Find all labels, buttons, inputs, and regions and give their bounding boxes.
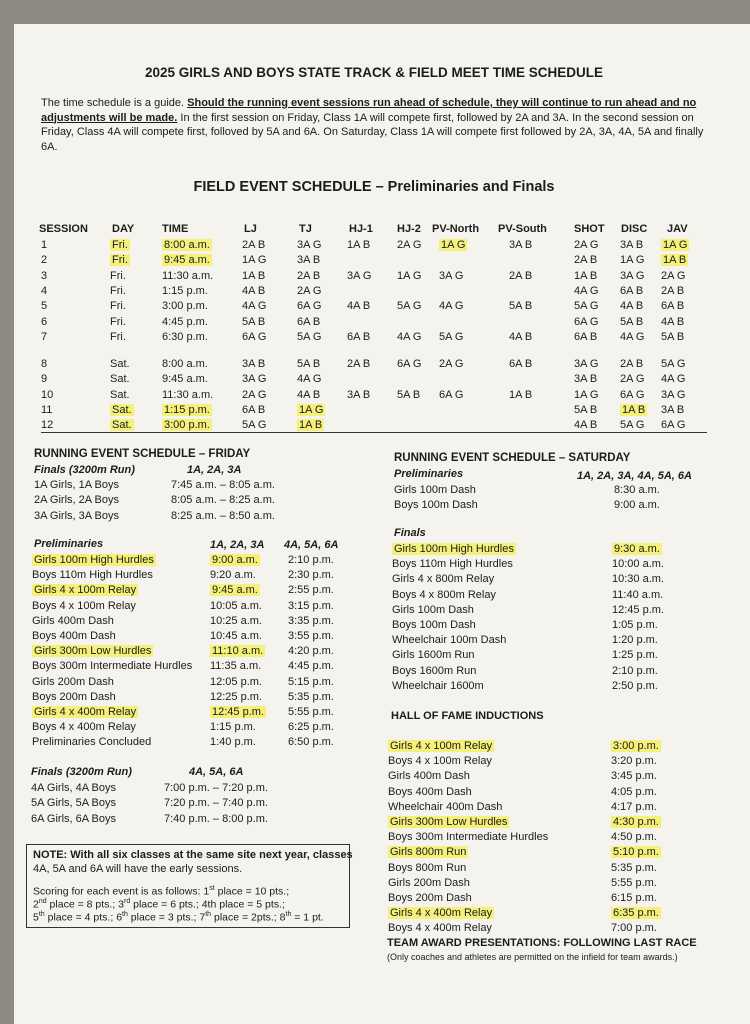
sat-final-time: 4:05 p.m. — [611, 785, 657, 798]
field-cell-session: 1 — [41, 239, 48, 251]
sat-final-time: 10:00 a.m. — [612, 558, 664, 571]
field-cell-hj1: 1A B — [347, 239, 371, 251]
hdr-time: TIME — [162, 223, 189, 235]
field-cell-pvs: 6A B — [509, 358, 533, 371]
field-cell-time: 11:30 a.m. — [162, 269, 214, 282]
field-cell-day: Sat. — [112, 419, 132, 432]
hdr-session: SESSION — [39, 223, 88, 235]
field-cell-hj2: 4A G — [397, 330, 422, 343]
field-cell-lj: 3A B — [242, 358, 266, 371]
field-cell-jav: 6A B — [661, 300, 685, 313]
sat-final-time: 5:55 p.m. — [611, 876, 657, 889]
prelim-time-early: 10:45 a.m. — [210, 630, 262, 642]
field-cell-session: 3 — [41, 269, 48, 282]
sat-final-time: 1:20 p.m. — [612, 634, 658, 647]
prelim-time-late: 2:10 p.m. — [288, 554, 334, 566]
field-cell-hj1: 3A B — [347, 388, 371, 401]
field-cell-shot: 6A G — [574, 315, 599, 328]
prelim-time-late: 4:20 p.m. — [288, 645, 334, 658]
field-cell-lj: 1A G — [242, 254, 267, 267]
field-cell-time: 11:30 a.m. — [162, 388, 214, 401]
prelim-event: Preliminaries Concluded — [32, 736, 152, 749]
prelim-time-late: 6:25 p.m. — [288, 721, 334, 734]
field-cell-shot: 1A B — [574, 269, 598, 282]
hall-of-fame: HALL OF FAME INDUCTIONS — [391, 710, 544, 722]
field-cell-lj: 6A B — [242, 404, 266, 416]
field-cell-jav: 5A B — [661, 330, 685, 343]
friday-finals1-label: Finals (3200m Run) — [34, 464, 135, 476]
sat-final-event: Girls 200m Dash — [388, 876, 470, 889]
prelim-time-late: 5:15 p.m. — [288, 675, 334, 688]
field-cell-pvs: 1A B — [509, 388, 533, 401]
prelim-time-late: 4:45 p.m. — [288, 660, 334, 673]
sat-final-event: Girls 300m Low Hurdles — [390, 816, 508, 828]
field-cell-disc: 5A B — [620, 315, 644, 328]
sat-final-event: Boys 110m High Hurdles — [392, 558, 513, 571]
sat-final-time: 1:05 p.m. — [612, 619, 658, 631]
field-cell-lj: 1A B — [242, 269, 266, 282]
field-cell-disc: 6A B — [620, 284, 644, 297]
finals-event: 2A Girls, 2A Boys — [34, 494, 119, 507]
prelim-time-late: 3:35 p.m. — [288, 614, 334, 627]
scoring-line3: 5th place = 4 pts.; 6th place = 3 pts.; 7th place = 2pts.; 8th = 1 pt. — [33, 911, 324, 924]
sat-final-event: Boys 300m Intermediate Hurdles — [388, 831, 549, 844]
scoring-line2: 2nd place = 8 pts.; 3rd place = 6 pts.; 4th place = 5 pts.; — [33, 898, 285, 911]
hdr-tj: TJ — [299, 223, 312, 235]
divider-line — [41, 432, 707, 433]
field-cell-shot: 5A G — [574, 300, 599, 313]
field-cell-time: 8:00 a.m. — [162, 358, 208, 371]
prelim-event: Girls 4 x 400m Relay — [34, 706, 137, 718]
hdr-pv-south: PV-South — [498, 223, 547, 235]
field-cell-lj: 5A B — [242, 315, 266, 328]
sat-final-time: 7:00 p.m. — [611, 922, 657, 935]
field-cell-disc: 1A B — [622, 404, 646, 416]
intro-warning: Should the running event sessions run ahead of schedule, they will continue to run ahead and no adjustments will be made. — [41, 97, 697, 124]
field-cell-disc: 6A G — [620, 388, 645, 401]
finals-event: 5A Girls, 5A Boys — [31, 797, 116, 810]
finals-event: 4A Girls, 4A Boys — [31, 782, 116, 794]
prelim-event: Boys 110m High Hurdles — [32, 569, 153, 582]
prelim-event: Boys 4 x 400m Relay — [32, 721, 136, 734]
field-cell-time: 9:45 a.m. — [164, 254, 210, 267]
sat-final-time: 5:35 p.m. — [611, 861, 657, 874]
field-cell-session: 12 — [41, 419, 54, 432]
sat-final-time: 6:15 p.m. — [611, 892, 657, 904]
prelim-event: Girls 200m Dash — [32, 675, 114, 688]
field-cell-session: 5 — [41, 300, 48, 313]
field-cell-pvn: 1A G — [441, 239, 466, 251]
sat-final-time: 3:45 p.m. — [611, 770, 657, 783]
scoring-line1: Scoring for each event is as follows: 1st place = 10 pts.; — [33, 885, 290, 898]
field-cell-pvn: 5A G — [439, 330, 464, 343]
sat-final-event: Girls 4 x 400m Relay — [390, 907, 493, 920]
prelim-time-late: 5:55 p.m. — [288, 706, 334, 718]
field-cell-disc: 4A G — [620, 330, 645, 343]
friday-prelim-label: Preliminaries — [34, 538, 104, 550]
prelim-time-early: 11:35 a.m. — [210, 660, 262, 673]
friday-title: RUNNING EVENT SCHEDULE – FRIDAY — [34, 448, 251, 460]
sat-final-time: 6:35 p.m. — [613, 907, 659, 920]
field-cell-lj: 2A B — [242, 239, 266, 251]
hdr-hj2: HJ-2 — [397, 223, 421, 235]
sat-final-event: Wheelchair 1600m — [392, 679, 484, 692]
note-line1: NOTE: With all six classes at the same site next year, classes — [33, 849, 353, 861]
field-cell-tj: 3A G — [297, 239, 322, 251]
prelim-event: Boys 400m Dash — [32, 630, 116, 642]
friday-finals1-classes: 1A, 2A, 3A — [187, 464, 242, 476]
field-cell-hj1: 3A G — [347, 269, 372, 282]
field-cell-disc: 2A G — [620, 373, 645, 386]
prelim-event: Boys 200m Dash — [32, 690, 116, 703]
sat-final-event: Girls 800m Run — [390, 846, 467, 859]
prelim-event: Boys 300m Intermediate Hurdles — [32, 660, 193, 673]
sat-final-time: 3:00 p.m. — [613, 740, 659, 752]
note-line2: 4A, 5A and 6A will have the early sessions. — [33, 863, 243, 875]
field-cell-tj: 6A G — [297, 300, 322, 313]
field-cell-session: 7 — [41, 330, 48, 343]
saturday-classes: 1A, 2A, 3A, 4A, 5A, 6A — [577, 470, 692, 482]
prelim-time-early: 12:45 p.m. — [212, 706, 264, 718]
field-cell-hj2: 5A B — [397, 388, 421, 401]
field-cell-lj: 3A G — [242, 373, 267, 386]
field-cell-lj: 6A G — [242, 330, 267, 343]
field-cell-disc: 3A B — [620, 239, 644, 251]
sat-final-time: 4:17 p.m. — [611, 800, 657, 813]
prelim-event: Boys 4 x 100m Relay — [32, 599, 136, 612]
field-cell-day: Sat. — [110, 373, 130, 386]
field-cell-shot: 4A B — [574, 419, 598, 432]
prelim-time-early: 1:15 p.m. — [210, 721, 256, 734]
field-cell-shot: 3A G — [574, 358, 599, 371]
field-cell-shot: 2A G — [574, 239, 599, 251]
field-cell-jav: 1A B — [663, 254, 687, 267]
field-cell-session: 4 — [41, 284, 48, 297]
field-cell-jav: 4A B — [661, 315, 685, 328]
field-cell-tj: 5A G — [297, 330, 322, 343]
saturday-title: RUNNING EVENT SCHEDULE – SATURDAY — [394, 452, 631, 464]
field-cell-time: 9:45 a.m. — [162, 373, 208, 386]
field-cell-day: Fri. — [110, 315, 126, 328]
field-cell-disc: 3A G — [620, 269, 645, 282]
sat-final-event: Boys 4 x 800m Relay — [392, 588, 496, 601]
sat-final-event: Boys 4 x 400m Relay — [388, 922, 492, 935]
sat-final-event: Girls 400m Dash — [388, 770, 470, 783]
finals-time: 8:25 a.m. – 8:50 a.m. — [171, 509, 275, 522]
intro-order: In the first session on Friday, Class 1A will compete first, followed by 2A and 3A. In the second session on Friday, Class 4A will compete first, folloved by 5A and 6A. On Saturday, Class 1A will compete first followed by 2A, 3A, 4A, 5A and finally 6A. — [41, 111, 704, 153]
field-cell-session: 9 — [41, 373, 48, 386]
sat-final-event: Girls 100m Dash — [392, 603, 474, 616]
sat-final-event: Girls 4 x 800m Relay — [392, 573, 495, 586]
field-cell-pvs: 2A B — [509, 269, 533, 282]
finals-time: 7:00 p.m. – 7:20 p.m. — [164, 782, 268, 794]
hdr-pv-north: PV-North — [432, 223, 480, 235]
field-cell-tj: 3A B — [297, 254, 321, 267]
sat-final-time: 1:25 p.m. — [612, 649, 658, 662]
field-cell-pvn: 6A G — [439, 388, 464, 401]
finals-event: 1A Girls, 1A Boys — [34, 479, 119, 491]
field-cell-jav: 3A B — [661, 404, 685, 416]
field-cell-disc: 2A B — [620, 358, 644, 371]
finals-time: 8:05 a.m. – 8:25 a.m. — [171, 494, 275, 507]
saturday-prelim-label: Preliminaries — [394, 468, 464, 480]
sat-prelim-time: 8:30 a.m. — [614, 484, 660, 496]
sat-prelim-event: Girls 100m Dash — [394, 484, 476, 496]
hdr-lj: LJ — [244, 223, 257, 235]
prelim-time-early: 9:45 a.m. — [212, 584, 258, 597]
field-cell-hj2: 2A G — [397, 239, 422, 251]
friday-prelim-col2: 4A, 5A, 6A — [284, 539, 339, 551]
field-cell-hj1: 2A B — [347, 358, 371, 371]
field-cell-pvs: 5A B — [509, 300, 533, 313]
field-cell-time: 3:00 p.m. — [164, 419, 210, 432]
friday-finals2-label: Finals (3200m Run) — [31, 766, 132, 778]
field-cell-session: 6 — [41, 315, 48, 328]
prelim-time-early: 9:00 a.m. — [212, 554, 258, 566]
field-cell-tj: 2A B — [297, 269, 321, 282]
prelim-time-late: 3:55 p.m. — [288, 630, 334, 642]
field-cell-day: Fri. — [110, 330, 126, 343]
field-cell-jav: 1A G — [663, 239, 688, 251]
field-cell-lj: 2A G — [242, 388, 267, 401]
field-cell-tj: 5A B — [297, 358, 321, 371]
field-cell-session: 2 — [41, 254, 48, 267]
field-cell-session: 8 — [41, 358, 48, 371]
field-cell-day: Fri. — [112, 239, 128, 251]
prelim-time-early: 11:10 a.m. — [212, 645, 264, 658]
sat-final-event: Boys 1600m Run — [392, 664, 477, 677]
note-box — [26, 844, 353, 928]
field-cell-lj: 5A G — [242, 419, 267, 432]
page-title: 2025 GIRLS AND BOYS STATE TRACK & FIELD MEET TIME SCHEDULE — [144, 65, 604, 80]
prelim-time-early: 10:05 a.m. — [210, 599, 262, 612]
sat-final-time: 9:30 a.m. — [614, 543, 660, 555]
field-cell-hj2: 1A G — [397, 269, 422, 282]
sat-final-time: 2:50 p.m. — [612, 679, 658, 692]
field-cell-lj: 4A B — [242, 284, 266, 297]
sat-prelim-event: Boys 100m Dash — [394, 499, 478, 512]
field-cell-time: 1:15 p.m. — [162, 284, 208, 297]
field-cell-day: Fri. — [110, 284, 126, 297]
field-cell-hj2: 5A G — [397, 300, 422, 313]
intro-paragraph — [41, 96, 706, 154]
intro-guide: The time schedule is a guide. — [41, 97, 185, 109]
sat-final-event: Girls 100m High Hurdles — [394, 543, 514, 555]
prelim-time-late: 6:50 p.m. — [288, 736, 334, 749]
hdr-jav: JAV — [667, 223, 688, 235]
field-cell-pvs: 4A B — [509, 330, 533, 343]
sat-final-event: Girls 1600m Run — [392, 649, 475, 662]
field-cell-day: Sat. — [110, 388, 130, 401]
field-cell-tj: 1A G — [299, 404, 324, 416]
field-cell-pvn: 3A G — [439, 269, 464, 282]
prelim-time-early: 9:20 a.m. — [210, 569, 256, 582]
sat-final-event: Boys 200m Dash — [388, 892, 472, 904]
field-cell-day: Fri. — [110, 300, 126, 313]
field-cell-time: 4:45 p.m. — [162, 315, 208, 328]
field-cell-shot: 1A G — [574, 388, 599, 401]
field-cell-hj1: 6A B — [347, 330, 371, 343]
field-cell-jav: 3A G — [661, 388, 686, 401]
hdr-hj1: HJ-1 — [349, 223, 373, 235]
prelim-event: Girls 4 x 100m Relay — [34, 584, 137, 597]
prelim-time-late: 2:55 p.m. — [288, 584, 334, 597]
field-cell-time: 3:00 p.m. — [162, 300, 208, 313]
field-cell-hj1: 4A B — [347, 300, 371, 313]
finals-event: 3A Girls, 3A Boys — [34, 509, 119, 522]
field-cell-shot: 6A B — [574, 330, 598, 343]
sat-final-event: Wheelchair 100m Dash — [392, 634, 507, 647]
sat-final-event: Wheelchair 400m Dash — [388, 800, 503, 813]
sat-final-event: Boys 4 x 100m Relay — [388, 755, 492, 768]
prelim-time-early: 12:25 p.m. — [210, 690, 262, 703]
prelim-event: Girls 400m Dash — [32, 614, 114, 627]
finals-time: 7:20 p.m. – 7:40 p.m. — [164, 797, 268, 810]
field-cell-jav: 5A G — [661, 358, 686, 371]
field-cell-jav: 2A G — [661, 269, 686, 282]
field-event-title: FIELD EVENT SCHEDULE – Preliminaries and Finals — [193, 179, 555, 195]
friday-prelim-col1: 1A, 2A, 3A — [210, 539, 265, 551]
field-cell-disc: 4A B — [620, 300, 644, 313]
field-cell-session: 11 — [41, 404, 53, 416]
field-cell-time: 8:00 a.m. — [164, 239, 210, 251]
field-cell-shot: 3A B — [574, 373, 598, 386]
field-cell-disc: 5A G — [620, 419, 645, 432]
saturday-finals-label: Finals — [394, 527, 426, 539]
field-cell-time: 1:15 p.m. — [164, 404, 210, 416]
sat-final-event: Girls 4 x 100m Relay — [390, 740, 493, 752]
field-cell-lj: 4A G — [242, 300, 267, 313]
sat-final-time: 12:45 p.m. — [612, 603, 664, 616]
field-cell-day: Sat. — [112, 404, 132, 416]
field-cell-session: 10 — [41, 388, 54, 401]
field-cell-tj: 6A B — [297, 315, 321, 328]
sat-final-time: 11:40 a.m. — [612, 588, 664, 601]
sat-final-event: Boys 100m Dash — [392, 619, 476, 631]
field-cell-jav: 6A G — [661, 419, 686, 432]
prelim-time-late: 2:30 p.m. — [288, 569, 334, 582]
field-cell-day: Sat. — [110, 358, 130, 371]
field-cell-shot: 2A B — [574, 254, 598, 267]
friday-finals2-classes: 4A, 5A, 6A — [189, 766, 244, 778]
field-cell-jav: 4A G — [661, 373, 686, 386]
finals-event: 6A Girls, 6A Boys — [31, 812, 116, 825]
field-cell-disc: 1A G — [620, 254, 645, 267]
team-award: TEAM AWARD PRESENTATIONS: FOLLOWING LAST RACE — [387, 937, 697, 949]
sat-final-time: 3:20 p.m. — [611, 755, 657, 768]
sat-final-time: 10:30 a.m. — [612, 573, 664, 586]
field-cell-jav: 2A B — [661, 284, 685, 297]
field-cell-shot: 4A G — [574, 284, 599, 297]
finals-time: 7:45 a.m. – 8:05 a.m. — [171, 479, 275, 491]
sat-final-event: Boys 800m Run — [388, 861, 467, 874]
prelim-event: Girls 100m High Hurdles — [34, 554, 154, 566]
field-cell-pvs: 3A B — [509, 239, 533, 251]
prelim-time-late: 3:15 p.m. — [288, 599, 334, 612]
sat-final-time: 2:10 p.m. — [612, 664, 658, 677]
field-cell-pvn: 2A G — [439, 358, 464, 371]
finals-time: 7:40 p.m. – 8:00 p.m. — [164, 812, 268, 825]
hdr-day: DAY — [112, 223, 135, 235]
prelim-time-late: 5:35 p.m. — [288, 690, 334, 703]
field-cell-hj2: 6A G — [397, 358, 422, 371]
field-cell-time: 6:30 p.m. — [162, 330, 208, 343]
sat-final-time: 4:30 p.m. — [613, 816, 659, 828]
sat-final-time: 5:10 p.m. — [613, 846, 659, 859]
field-cell-tj: 2A G — [297, 284, 322, 297]
sat-prelim-time: 9:00 a.m. — [614, 499, 660, 512]
prelim-event: Girls 300m Low Hurdles — [34, 645, 152, 658]
sat-final-time: 4:50 p.m. — [611, 831, 657, 844]
prelim-time-early: 10:25 a.m. — [210, 614, 262, 627]
hdr-disc: DISC — [621, 223, 648, 235]
hdr-shot: SHOT — [574, 223, 605, 235]
field-cell-day: Fri. — [110, 269, 126, 282]
field-cell-day: Fri. — [112, 254, 128, 267]
team-award-note: (Only coaches and athletes are permitted on the infield for team awards.) — [387, 952, 678, 962]
field-cell-tj: 4A G — [297, 373, 322, 386]
field-cell-tj: 4A B — [297, 388, 321, 401]
field-cell-shot: 5A B — [574, 404, 598, 416]
sat-final-event: Boys 400m Dash — [388, 785, 472, 798]
prelim-time-early: 12:05 p.m. — [210, 675, 262, 688]
field-cell-pvn: 4A G — [439, 300, 464, 313]
prelim-time-early: 1:40 p.m. — [210, 736, 256, 749]
field-cell-tj: 1A B — [299, 419, 323, 432]
schedule-sheet — [14, 24, 750, 1024]
